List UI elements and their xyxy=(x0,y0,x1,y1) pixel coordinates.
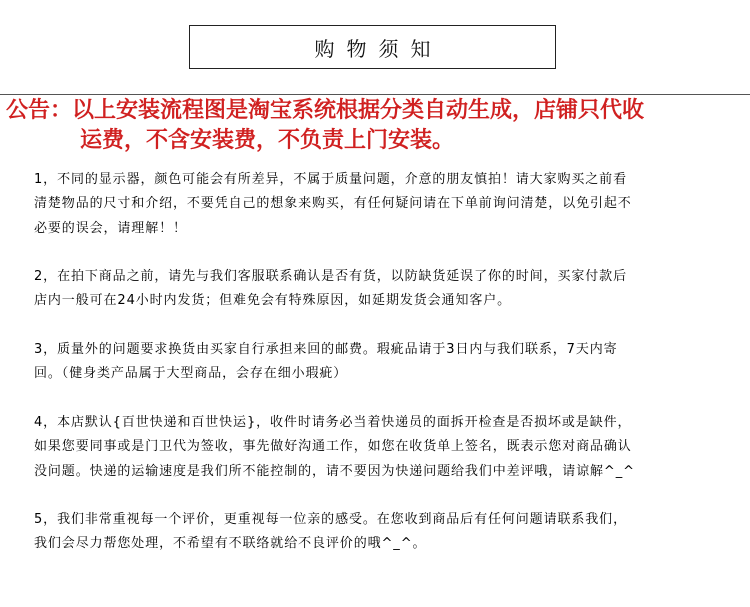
rule-spacer xyxy=(34,387,724,411)
rule-line: 4，本店默认{百世快递和百世快运}，收件时请务必当着快递员的面拆开检查是否损坏或是缺件， xyxy=(34,414,632,430)
rule-item-5 xyxy=(34,508,724,557)
rule-line: 2，在拍下商品之前，请先与我们客服联系确认是否有货，以防缺货延误了你的时间，买家付款后 xyxy=(34,269,627,285)
rule-line: 我们会尽力帮您处理，不希望有不联络就给不良评价的哦^_^。 xyxy=(34,536,427,552)
divider xyxy=(0,94,750,95)
page-title: 购物须知 xyxy=(314,36,443,61)
rule-line: 必要的误会，请理解！！ xyxy=(34,220,187,236)
title-box xyxy=(189,25,556,69)
rule-line: 清楚物品的尺寸和介绍，不要凭自己的想象来购买，有任何疑问请在下单前询问清楚，以免引起不 xyxy=(34,196,632,212)
notice-line-1: 公告：以上安装流程图是淘宝系统根据分类自动生成，店铺只代收 xyxy=(6,98,645,123)
notice-line-2: 运费，不含安装费，不负责上门安装。 xyxy=(80,128,455,153)
rule-line: 如果您要同事或是门卫代为签收，事先做好沟通工作，如您在收货单上签名，既表示您对商品确认 xyxy=(34,439,632,455)
notice-block xyxy=(6,96,746,156)
rule-line: 回。（健身类产品属于大型商品，会存在细小瑕疵） xyxy=(34,366,348,382)
rule-item-2 xyxy=(34,265,724,314)
rule-line: 没问题。快递的运输速度是我们所不能控制的，请不要因为快递问题给我们中差评哦，请谅解^_^ xyxy=(34,463,635,479)
rule-spacer xyxy=(34,484,724,508)
rule-item-3 xyxy=(34,338,724,387)
rule-line: 店内一般可在24小时内发货；但难免会有特殊原因，如延期发货会通知客户。 xyxy=(34,293,512,309)
rule-line: 1，不同的显示器，颜色可能会有所差异，不属于质量问题，介意的朋友慎拍！请大家购买之前看 xyxy=(34,172,627,187)
rule-spacer xyxy=(34,314,724,338)
rule-line: 3，质量外的问题要求换货由买家自行承担来回的邮费。瑕疵品请于3日内与我们联系，7天内寄 xyxy=(34,342,618,358)
rules-list xyxy=(34,168,724,557)
rule-spacer xyxy=(34,241,724,265)
rule-item-1 xyxy=(34,168,724,241)
rule-line: 5，我们非常重视每一个评价，更重视每一位亲的感受。在您收到商品后有任何问题请联系我们， xyxy=(34,512,627,528)
rule-item-4 xyxy=(34,411,724,484)
